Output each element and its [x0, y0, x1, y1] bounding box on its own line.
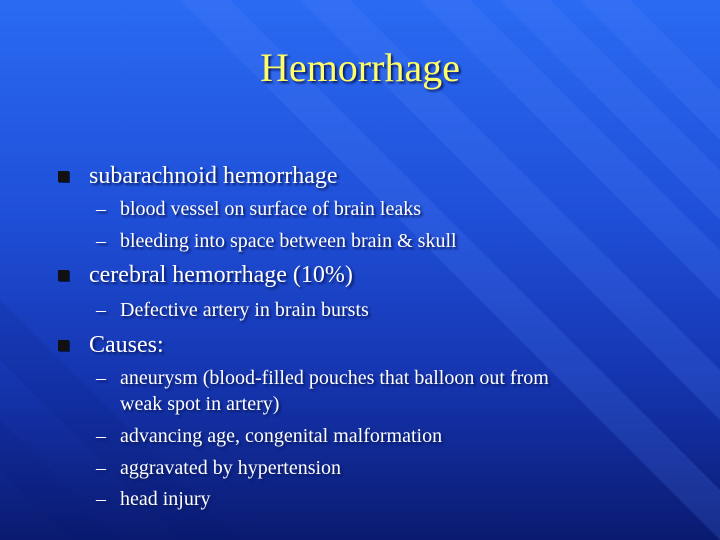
bullet-text: Causes:	[89, 332, 164, 358]
sub-bullet-text: blood vessel on surface of brain leaks	[120, 198, 422, 220]
bullet-square-icon	[58, 270, 69, 281]
sub-bullet-text-continued: weak spot in artery)	[120, 393, 280, 415]
bullet-square-icon	[58, 340, 69, 351]
sub-bullet-text: aneurysm (blood-filled pouches that balloon out from	[120, 367, 549, 389]
bullet-square-icon	[58, 171, 69, 182]
dash-icon: –	[96, 198, 106, 220]
dash-icon: –	[96, 457, 106, 479]
sub-bullet-text: head injury	[120, 488, 211, 510]
slide-title: Hemorrhage	[260, 45, 460, 90]
sub-bullet-text: Defective artery in brain bursts	[120, 299, 369, 321]
dash-icon: –	[96, 230, 106, 252]
bullet-text: subarachnoid hemorrhage	[89, 163, 338, 189]
dash-icon: –	[96, 488, 106, 510]
bullet-text: cerebral hemorrhage (10%)	[89, 262, 353, 288]
dash-icon: –	[96, 425, 106, 447]
dash-icon: –	[96, 299, 106, 321]
sub-bullet-text: advancing age, congenital malformation	[120, 425, 443, 447]
sub-bullet-text: bleeding into space between brain & skull	[120, 230, 457, 252]
dash-icon: –	[96, 367, 106, 389]
sub-bullet-text: aggravated by hypertension	[120, 457, 342, 479]
